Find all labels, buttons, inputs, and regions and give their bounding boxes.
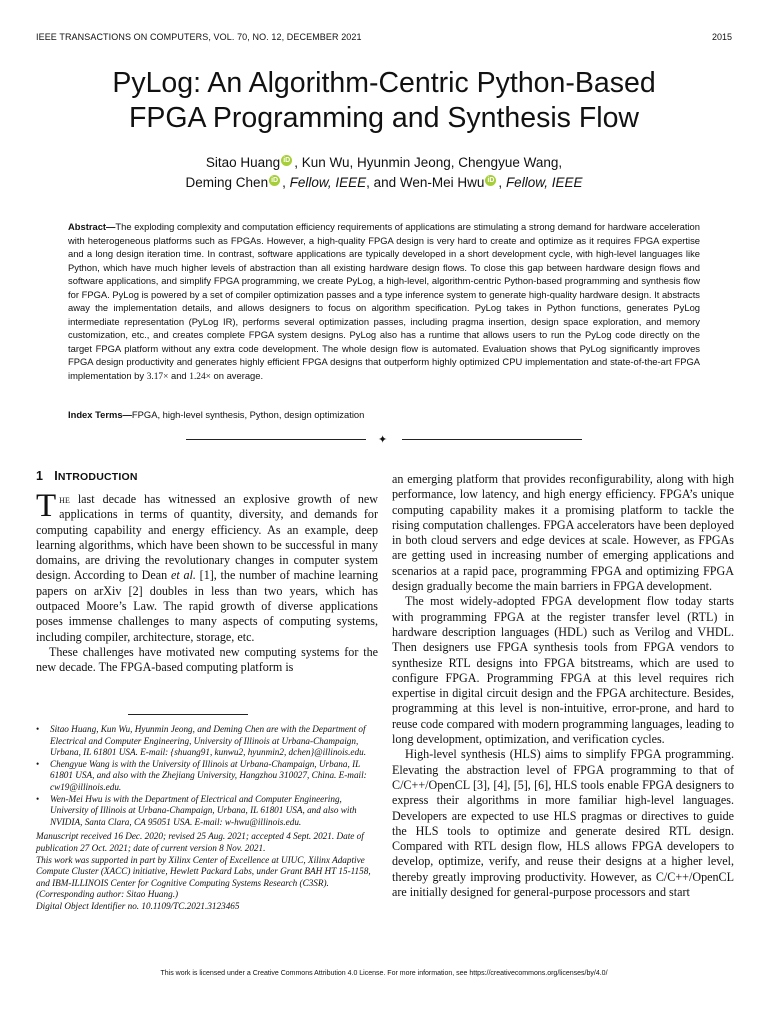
index-terms-dash: — bbox=[122, 409, 132, 420]
right-column bbox=[392, 472, 734, 900]
smallcaps-lead: he bbox=[59, 492, 70, 506]
section-divider bbox=[186, 434, 582, 446]
paragraph: High-level synthesis (HLS) aims to simplify FPGA programming. Elevating the abstraction level of FPGA programming to that of C/C++/OpenCL [3], [4], [5], [6], HLS tools enable FPGA designers to express their algorithms in more familiar high-level languages. Developers are expected to use HLS pragmas or directives to guide the HLS tools to optimize and generate desired RTL design. Compared with RTL design flow, HLS allows FPGA developers to develop, optimize, verify, and reuse their designs at a higher level, thereby greatly improving productivity. However, as C/C++/OpenCL are initially designed for general-purpose processors and start bbox=[392, 747, 734, 900]
abstract-and: and bbox=[168, 369, 190, 381]
page-number: 2015 bbox=[711, 32, 732, 42]
author-name: , and Wen-Mei Hwu bbox=[366, 175, 485, 190]
section-number: 1 bbox=[36, 469, 44, 483]
drop-cap: T bbox=[36, 488, 57, 524]
affiliation-list bbox=[36, 724, 378, 828]
section-heading bbox=[36, 469, 138, 483]
title-line-1: PyLog: An Algorithm-Centric Python-Based bbox=[112, 67, 656, 99]
corresponding-author: (Corresponding author: Sitao Huang.) bbox=[36, 889, 179, 900]
fellow-title: Fellow, IEEE bbox=[505, 175, 583, 190]
affiliation-item: • Chengyue Wang is with the University of Illinois at Urbana-Champaign, Urbana, IL 61801 USA, and also with the Zhejiang University, Hangzhou 310027, China. E-mail: cw19@illinois.edu. bbox=[36, 759, 378, 794]
affiliation-item: • Sitao Huang, Kun Wu, Hyunmin Jeong, and Deming Chen are with the Department of Electrical and Computer Engineering, University of Illinois at Urbana-Champaign, Urbana, IL 61801 USA. E-mail: {shuang91, kunwu2, hyunmin2, dchen}@illinois.edu. bbox=[36, 724, 378, 759]
license-notice: This work is licensed under a Creative Commons Attribution 4.0 License. For more information, see https://creativecommons.org/licenses/by/4.0/ bbox=[160, 970, 608, 977]
orcid-icon[interactable]: iD bbox=[271, 176, 279, 184]
paragraph: an emerging platform that provides reconfigurability, along with high performance, low latency, and high energy efficiency. FPGA’s unique computing capability makes it a promising platform to tackle the rising computation challenges. FPGA accelerators have been deployed in both cloud servers and edge devices at scale. However, as FPGAs are getting used in increasing number of emerging applications and scenarios at a rapid pace, programming FPGA and optimizing FPGA design gradually become the main barriers in FPGA development. bbox=[392, 472, 734, 594]
funding-note: This work was supported in part by Xilinx Center of Excellence at UIUC, Xilinx Adaptive Compute Cluster (XACC) initiative, Hewlett Packard Labs, under Grant BAH HT 15-1158, and IBM-ILLINOIS Center for Cognitive Computing Systems Research (C3SR). bbox=[36, 854, 371, 888]
paper-title bbox=[40, 66, 728, 136]
affiliation-item: • Wen-Mei Hwu is with the Department of Electrical and Computer Engineering, University of Illinois at Urbana-Champaign, Urbana, IL 61801 USA, and also with NVIDIA, Santa Clara, CA 95051 USA. E-mail: w-hwu@illinois.edu. bbox=[36, 794, 378, 829]
author-name: Deming Chen bbox=[185, 175, 269, 190]
divider-line-left bbox=[186, 439, 366, 440]
paragraph: These challenges have motivated new computing systems for the new decade. The FPGA-based computing platform is bbox=[36, 644, 378, 675]
index-terms bbox=[68, 408, 700, 421]
footnote-rule bbox=[128, 714, 248, 715]
paragraph: The most widely-adopted FPGA development flow today starts with programming FPGA at the register transfer level (RTL) in hardware description languages (HDL) such as Verilog and VHDL. Then designers use FPGA synthesis tools from FPGA vendors to synthesize RTL designs into FPGA bitstreams, which are used to configure FPGA. Programming FPGA at this level requires rich expertise in digital circuit design and the FPGA architecture. Besides, programming at this level is non-intuitive, error-prone, and hard to reuse code compared with modern programming languages, leading to long development, optimization, and verification cycles. bbox=[392, 594, 734, 747]
doi: Digital Object Identifier no. 10.1109/TC.2021.3123465 bbox=[36, 900, 240, 911]
footnotes bbox=[36, 724, 378, 913]
abstract-text: The exploding complexity and computation efficiency requirements of applications are stimulating a strong demand for hardware acceleration with heterogeneous platforms such as FPGAs. However, a high-quality FPGA design is very hard to create and optimize as it requires FPGA expertise and a long design iteration time. In contrast, software applications are typically developed in a short development cycle, with high-level languages like Python, which have much higher levels of abstraction than all existing hardware design flows. To close this gap between hardware design flows and software applications, and simplify FPGA programming, we create PyLog, a high-level, algorithm-centric Python-based programming and synthesis flow for FPGA. PyLog is powered by a set of compiler optimization passes and a type inference system to generate high-quality hardware design. It abstracts away the implementation details, and allows designers to focus on algorithm specification. PyLog takes in Python functions, generates PyLog intermediate representation (PyLog IR), performs several optimization passes, including pragma insertion, design space exploration, and memory customization, etc., and creates complete FPGA system designs. PyLog also has a runtime that allows users to run the PyLog code directly on the target FPGA platform without any extra code development. The whole design flow is automated. Evaluation shows that PyLog significantly improves FPGA design productivity and generates highly efficient FPGA designs that outperform highly optimized CPU implementation and state-of-the-art FPGA implementation by bbox=[68, 221, 700, 381]
left-column bbox=[36, 488, 378, 676]
manuscript-dates: Manuscript received 16 Dec. 2020; revised 25 Aug. 2021; accepted 4 Sept. 2021. Date of publication 27 Oct. 2021; date of current version 8 Nov. 2021. bbox=[36, 831, 364, 853]
author-list bbox=[40, 153, 728, 193]
running-head: IEEE TRANSACTIONS ON COMPUTERS, VOL. 70, NO. 12, DECEMBER 2021 bbox=[36, 32, 362, 42]
paragraph-text: last decade has witnessed an explosive growth of new applications in terms of quantity, diversity, and demands for computing capability and energy efficiency. As an example, deep learning algorithms, which have been shown to be successful in many domains, are driving the revolutionary changes in computer system design. According to Dean bbox=[36, 492, 378, 583]
speedup-fpga: 1.24× bbox=[189, 371, 211, 382]
author-names: , Kun Wu, Hyunmin Jeong, Chengyue Wang, bbox=[294, 155, 563, 170]
section-title-rest: NTRODUCTION bbox=[57, 471, 138, 483]
orcid-icon[interactable]: iD bbox=[283, 156, 291, 164]
speedup-cpu: 3.17× bbox=[146, 371, 169, 382]
divider-diamond-icon: ✦ bbox=[378, 434, 388, 446]
title-line-2: FPGA Programming and Synthesis Flow bbox=[128, 102, 640, 134]
divider-line-right bbox=[402, 439, 582, 440]
et-al: et al. bbox=[170, 568, 196, 583]
abstract-dash: — bbox=[106, 221, 116, 232]
author-name: Sitao Huang bbox=[205, 155, 281, 170]
author-line-2: Deming Chen iD , Fellow, IEEE, and Wen-Mei Hwu iD , Fellow, IEEE bbox=[185, 175, 583, 190]
abstract-label: Abstract bbox=[68, 221, 107, 232]
author-line-1 bbox=[40, 153, 728, 173]
index-terms-text: FPGA, high-level synthesis, Python, design optimization bbox=[131, 409, 365, 420]
fellow-title: Fellow, IEEE bbox=[289, 175, 367, 190]
paragraph bbox=[36, 488, 378, 645]
paragraph-text: [1], the number of machine learning papers on arXiv [2] doubles in less than two years, which has outpaced Moore’s Law. The rapid growth of diverse applications poses immense challenges to many aspects of computing systems, including compiler, architecture, storage, etc. bbox=[36, 568, 378, 644]
abstract-tail: on average. bbox=[210, 369, 264, 381]
abstract bbox=[68, 220, 700, 384]
section-title-initial: I bbox=[54, 469, 58, 483]
index-terms-label: Index Terms bbox=[68, 409, 123, 420]
manuscript-meta bbox=[36, 831, 378, 912]
orcid-icon[interactable]: iD bbox=[487, 176, 495, 184]
